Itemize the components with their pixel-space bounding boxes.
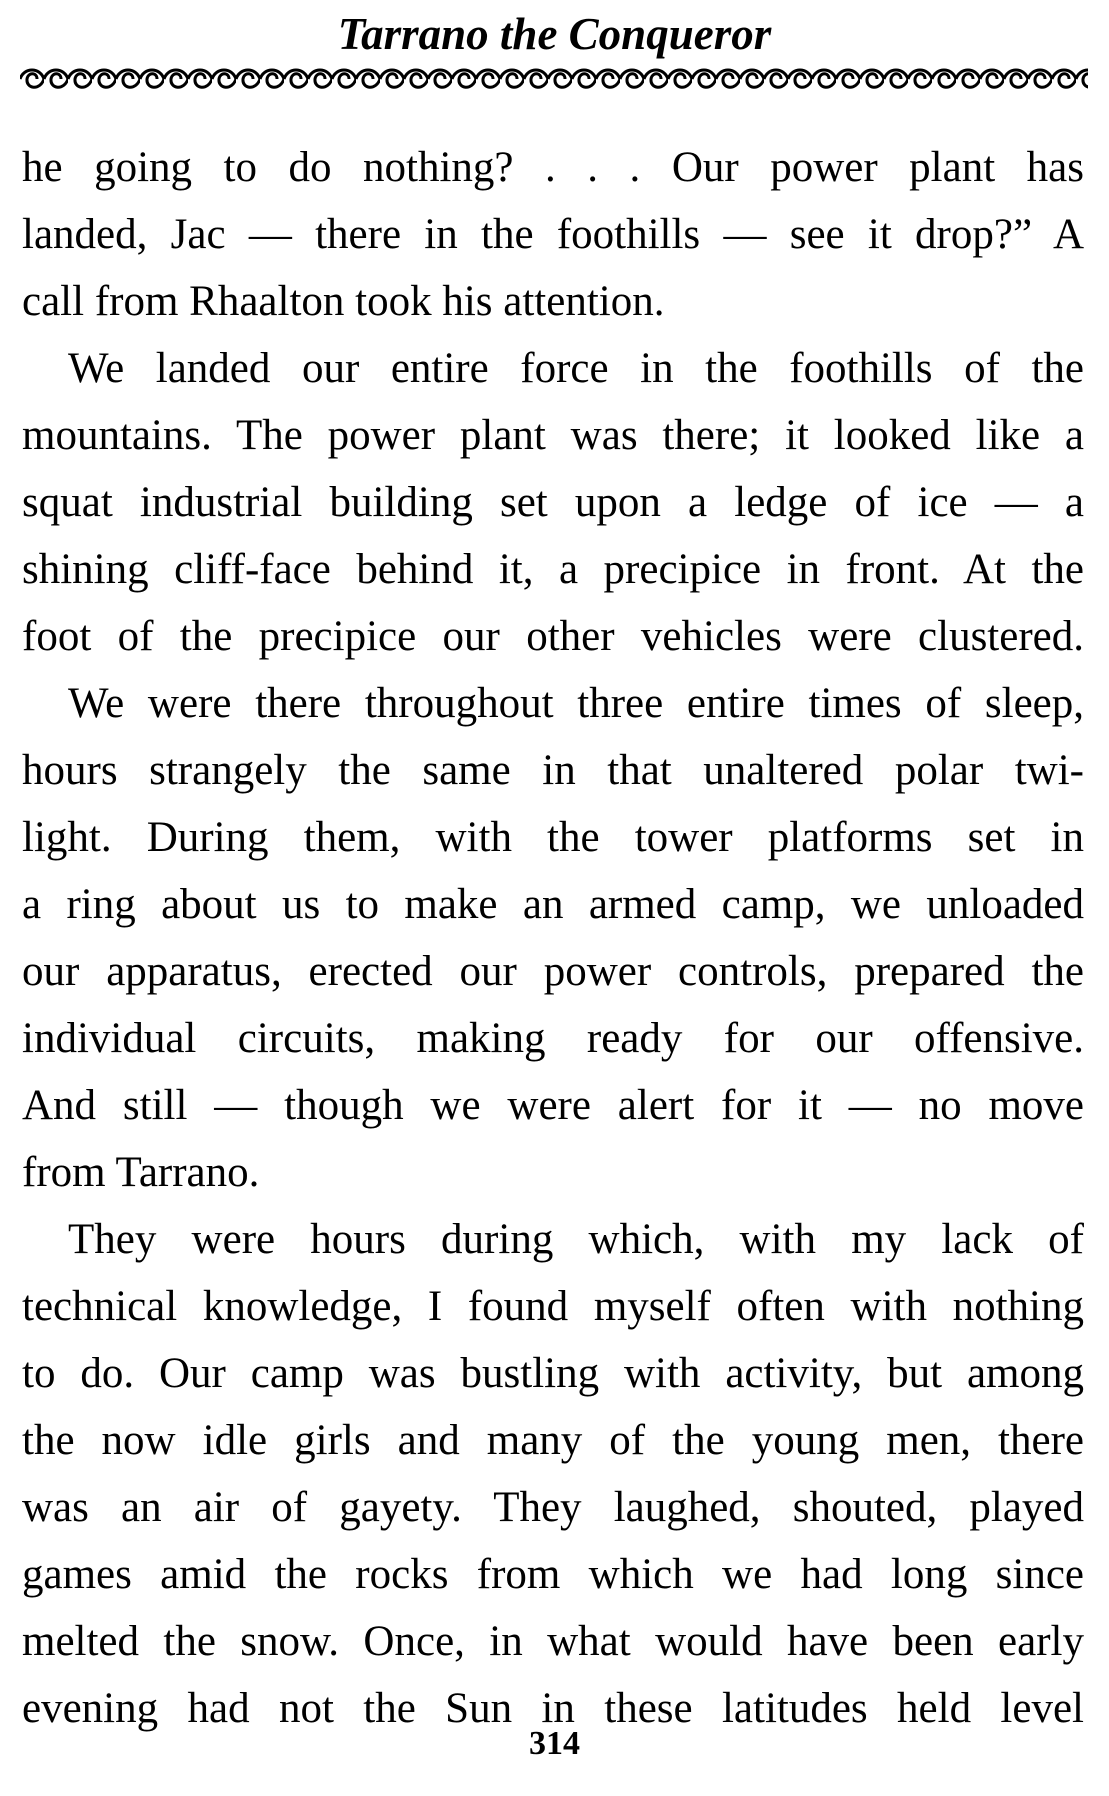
text-line: foot of the precipice our other vehicles were clustered.	[22, 613, 1084, 660]
text-line: technical knowledge, I found myself often with nothing	[22, 1283, 1084, 1330]
text-line: landed, Jac — there in the foothills — see it drop?” A	[22, 211, 1084, 258]
text-line: call from Rhaalton took his attention.	[22, 278, 665, 325]
text-line: squat industrial building set upon a ledge of ice — a	[22, 479, 1084, 526]
text-line: he going to do nothing? . . . Our power plant has	[22, 144, 1084, 191]
text-line: We were there throughout three entire times of sleep,	[68, 680, 1084, 727]
text-line: shining cliff-face behind it, a precipice in front. At the	[22, 546, 1084, 593]
text-line: mountains. The power plant was there; it looked like a	[22, 412, 1084, 459]
text-line: games amid the rocks from which we had long since	[22, 1551, 1084, 1598]
text-line: We landed our entire force in the foothills of the	[68, 345, 1084, 392]
text-line: They were hours during which, with my lack of	[68, 1216, 1084, 1263]
text-line: was an air of gayety. They laughed, shouted, played	[22, 1484, 1084, 1531]
text-line: hours strangely the same in that unaltered polar twi-	[22, 747, 1084, 794]
text-line: from Tarrano.	[22, 1149, 260, 1196]
text-line: to do. Our camp was bustling with activity, but among	[22, 1350, 1084, 1397]
text-line: individual circuits, making ready for our offensive.	[22, 1015, 1084, 1062]
text-line: the now idle girls and many of the young men, there	[22, 1417, 1084, 1464]
text-line: our apparatus, erected our power controls, prepared the	[22, 948, 1084, 995]
body-text	[22, 134, 1084, 1742]
text-line: a ring about us to make an armed camp, we unloaded	[22, 881, 1084, 928]
text-line: melted the snow. Once, in what would have been early	[22, 1618, 1084, 1665]
running-title: Tarrano the Conqueror	[337, 9, 772, 59]
page-number: 314	[529, 1725, 580, 1762]
decorative-rule	[20, 64, 1088, 94]
text-line: evening had not the Sun in these latitudes held level	[22, 1685, 1084, 1732]
text-line: And still — though we were alert for it — no move	[22, 1082, 1084, 1129]
text-line: light. During them, with the tower platforms set in	[22, 814, 1084, 861]
